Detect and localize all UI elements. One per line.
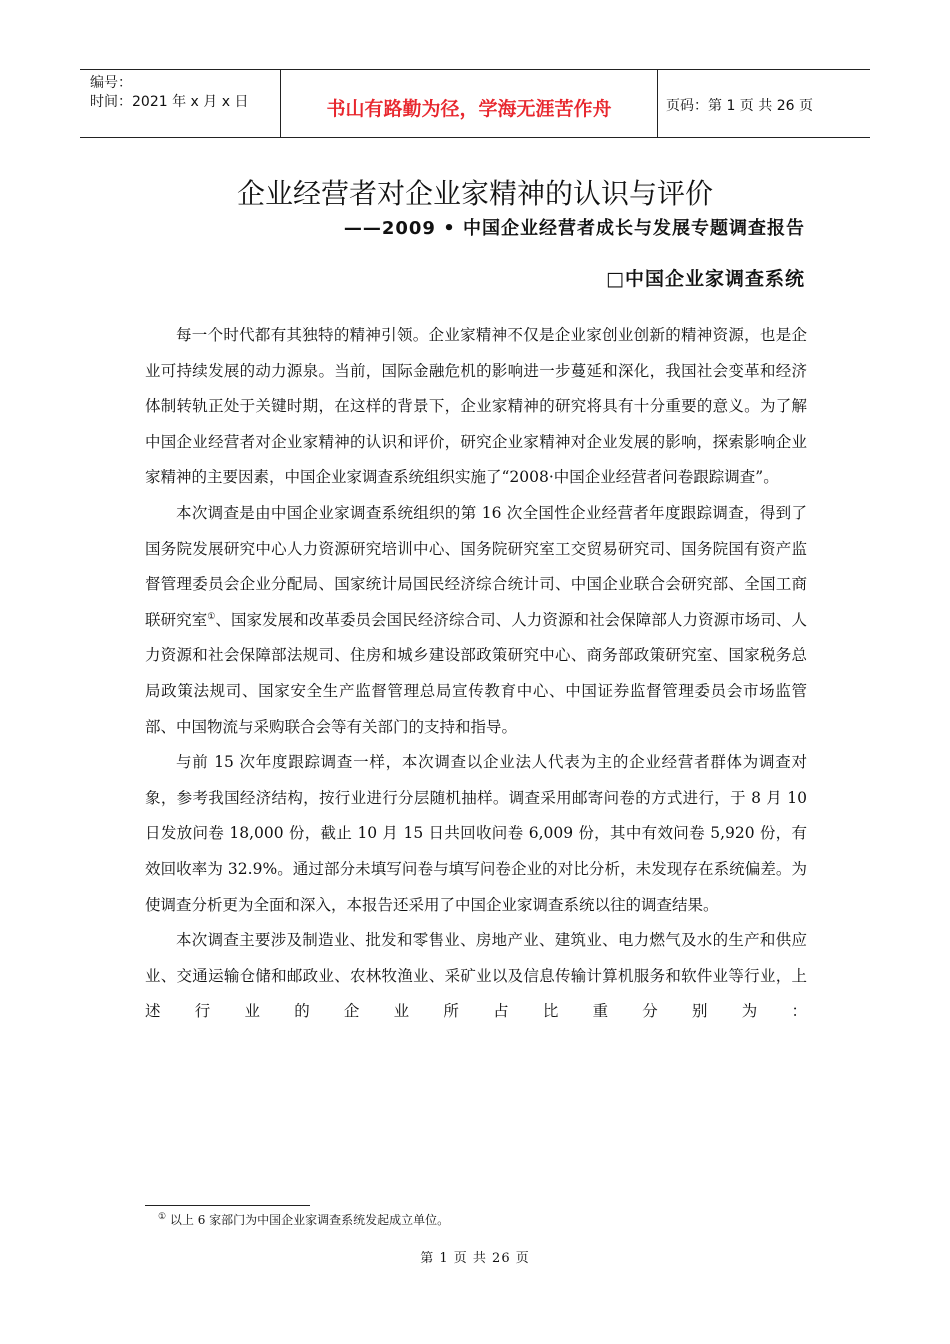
document-author: □中国企业家调查系统: [606, 268, 805, 290]
document-number-label: 编号：: [90, 75, 132, 91]
paragraph-2-part-1: 本次调查是由中国企业家调查系统组织的第 16 次全国性企业经营者年度跟踪调查，得到了国务院发展研究中心人力资源研究培训中心、国务院研究室工交贸易研究司、国务院国有资产监督管理委员会企业分配局、国家统计局国民经济综合统计司、中国企业联合会研究部、全国工商联研究室: [145, 503, 807, 629]
paragraph-1: 每一个时代都有其独特的精神引领。企业家精神不仅是企业家创业创新的精神资源，也是企业可持续发展的动力源泉。当前，国际金融危机的影响进一步蔓延和深化，我国社会变革和经济体制转轨正处于关键时期，在这样的背景下，企业家精神的研究将具有十分重要的意义。为了解中国企业经营者对企业家精神的认识和评价，研究企业家精神对企业发展的影响，探索影响企业家精神的主要因素，中国企业家调查系统组织实施了“2008·中国企业经营者问卷跟踪调查”。: [145, 326, 807, 487]
header-motto-cell: [281, 70, 658, 137]
footnote: [158, 1211, 449, 1228]
footnote-divider: [145, 1205, 310, 1206]
paragraph-2: [145, 496, 807, 745]
document-body: [145, 318, 807, 1030]
document-date: 时间：2021 年 x 月 x 日: [90, 94, 249, 110]
document-title: 企业经营者对企业家精神的认识与评价: [236, 177, 713, 210]
header-page-info: 页码：第 1 页 共 26 页: [666, 98, 813, 114]
header-meta-cell: [80, 70, 281, 137]
page-header: [80, 69, 870, 138]
footnote-reference[interactable]: ①: [207, 611, 216, 622]
header-page-cell: [658, 70, 870, 137]
page-footer: 第 1 页 共 26 页: [420, 1251, 530, 1266]
paragraph-3: 与前 15 次年度跟踪调查一样，本次调查以企业法人代表为主的企业经营者群体为调查对象，参考我国经济结构，按行业进行分层随机抽样。调查采用邮寄问卷的方式进行，于 8 月 10 日发放问卷 18,000 份，截止 10 月 15 日共回收问卷 6,009 份，其中有效问卷 5,920 份，有效回收率为 32.9%。通过部分未填写问卷与填写问卷企业的对比分析，未发现存在系统偏差。为使调查分析更为全面和深入，本报告还采用了中国企业家调查系统以往的调查结果。: [145, 753, 807, 914]
document-subtitle: ——2009 • 中国企业经营者成长与发展专题调查报告: [343, 218, 805, 239]
header-motto: 书山有路勤为径，学海无涯苦作舟: [326, 98, 612, 120]
footnote-text: 以上 6 家部门为中国企业家调查系统发起成立单位。: [169, 1213, 450, 1227]
footnote-marker: ①: [158, 1212, 167, 1222]
paragraph-2-part-2: 、国家发展和改革委员会国民经济综合司、人力资源和社会保障部人力资源市场司、人力资源和社会保障部法规司、住房和城乡建设部政策研究中心、商务部政策研究室、国家税务总局政策法规司、国家安全生产监督管理总局宣传教育中心、中国证券监督管理委员会市场监管部、中国物流与采购联合会等有关部门的支持和指导。: [145, 610, 807, 736]
paragraph-4: 本次调查主要涉及制造业、批发和零售业、房地产业、建筑业、电力燃气及水的生产和供应业、交通运输仓储和邮政业、农林牧渔业、采矿业以及信息传输计算机服务和软件业等行业，上述行业的企业所占比重分别为：: [145, 931, 807, 1021]
